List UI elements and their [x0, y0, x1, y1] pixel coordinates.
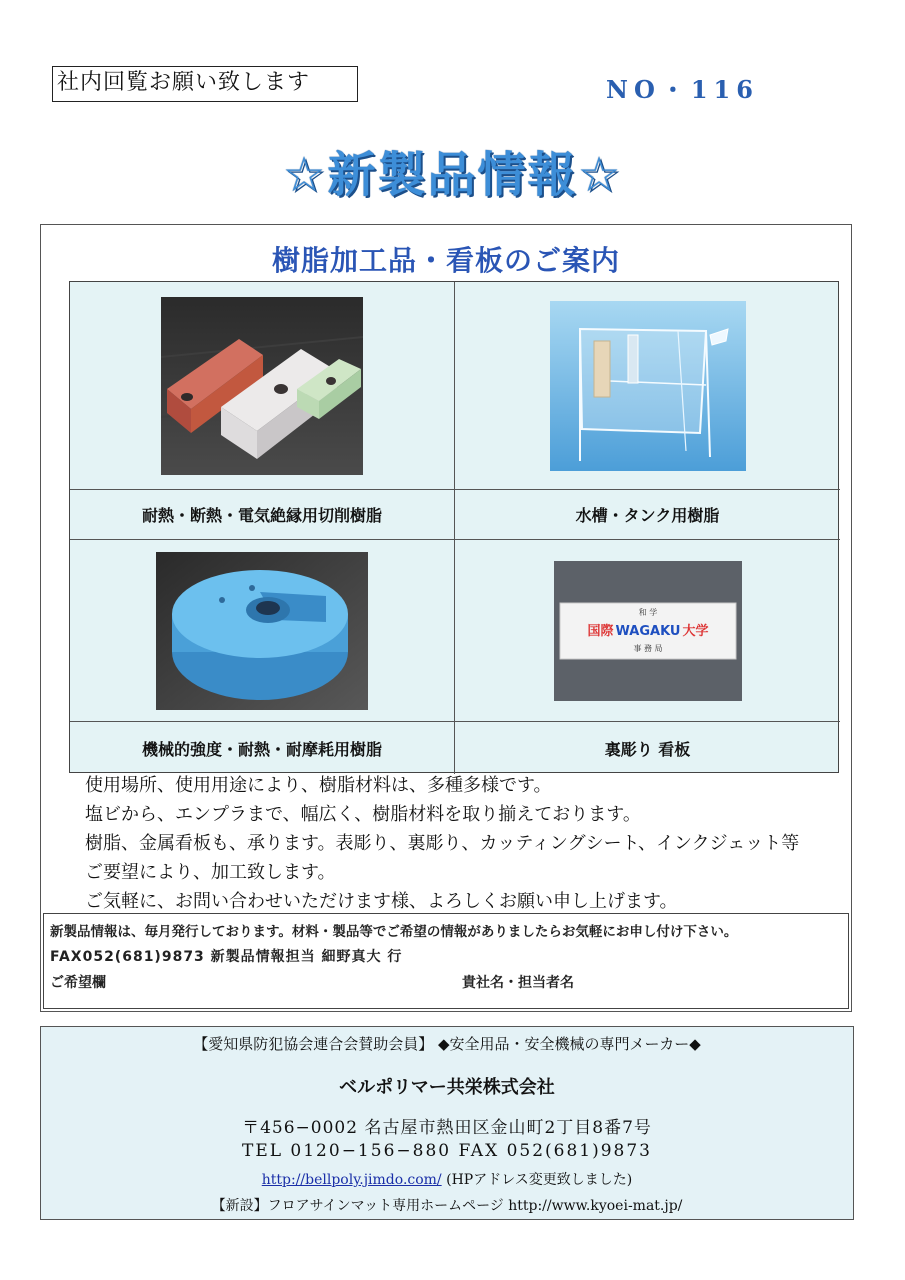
product-photo-cell	[455, 282, 840, 490]
product-caption: 耐熱・断熱・電気絶縁用切削樹脂	[141, 506, 382, 525]
insulation-resin-photo	[161, 297, 363, 475]
new-site-line[interactable]: 【新設】フロアサインマット専用ホームページ http://www.kyoei-mat.jp/	[211, 1198, 683, 1214]
company-name: ベルポリマー共栄株式会社	[339, 1077, 555, 1098]
sign-text-right: 大学	[681, 623, 708, 639]
usage-line: ご気軽に、お問い合わせいただけます様、よろしくお願い申し上げます。	[85, 891, 678, 912]
usage-line: 使用場所、使用用途により、樹脂材料は、多種多様です。	[85, 775, 552, 796]
section-heading: 樹脂加工品・看板のご案内	[271, 244, 620, 277]
content-box	[40, 224, 852, 1012]
usage-line: ご要望により、加工致します。	[85, 862, 336, 883]
product-caption: 水槽・タンク用樹脂	[575, 506, 720, 525]
website-note: (HPアドレス変更致しました)	[446, 1172, 633, 1188]
circulation-note: 社内回覧お願い致します	[52, 66, 358, 102]
issue-number: NO・116	[606, 75, 759, 104]
product-photo-cell	[70, 282, 455, 490]
water-tank-resin-photo	[550, 301, 746, 471]
fax-line: FAX052(681)9873 新製品情報担当 細野真大 行	[50, 949, 403, 965]
website-line	[41, 1169, 853, 1189]
company-phone-fax: TEL 0120−156−880 FAX 052(681)9873	[241, 1141, 653, 1161]
mechanical-resin-photo	[156, 552, 368, 710]
usage-line: 塩ビから、エンプラまで、幅広く、樹脂材料を取り揃えております。	[85, 804, 641, 825]
product-grid	[69, 281, 839, 773]
membership-line: 【愛知県防犯協会連合会賛助会員】 ◆安全用品・安全機械の専門メーカー◆	[193, 1035, 701, 1053]
request-form	[43, 913, 849, 1009]
svg-text:国際WAGAKU大学	[587, 623, 708, 639]
company-field-label[interactable]: 貴社名・担当者名	[462, 975, 574, 991]
product-caption-cell	[455, 490, 840, 540]
engraved-sign-photo	[554, 561, 742, 701]
product-caption: 裏彫り 看板	[604, 739, 691, 759]
product-caption-cell	[70, 722, 455, 774]
page-title: ☆新製品情報☆	[282, 147, 623, 203]
product-caption: 機械的強度・耐熱・耐摩耗用樹脂	[141, 739, 382, 759]
request-field-label[interactable]: ご希望欄	[50, 975, 106, 991]
company-address: 〒456−0002 名古屋市熱田区金山町2丁目8番7号	[242, 1118, 652, 1138]
usage-description	[85, 771, 845, 916]
product-photo-cell	[70, 540, 455, 722]
product-caption-cell	[70, 490, 455, 540]
product-caption-cell	[455, 722, 840, 774]
sign-text-sub: 事 務 局	[632, 643, 663, 653]
request-notice: 新製品情報は、毎月発行しております。材料・製品等でご希望の情報がありましたらお気軽にお申し付け下さい。	[50, 924, 738, 940]
website-link[interactable]: http://bellpoly.jimdo.com/	[261, 1172, 442, 1188]
sign-text-brand: WAGAKU	[615, 623, 680, 639]
sign-text-small: 和 学	[638, 607, 657, 617]
product-photo-cell	[455, 540, 840, 722]
sign-text-left: 国際	[587, 623, 614, 639]
usage-line: 樹脂、金属看板も、承ります。表彫り、裏彫り、カッティングシート、インクジェット等	[85, 833, 800, 854]
company-footer	[40, 1026, 854, 1220]
